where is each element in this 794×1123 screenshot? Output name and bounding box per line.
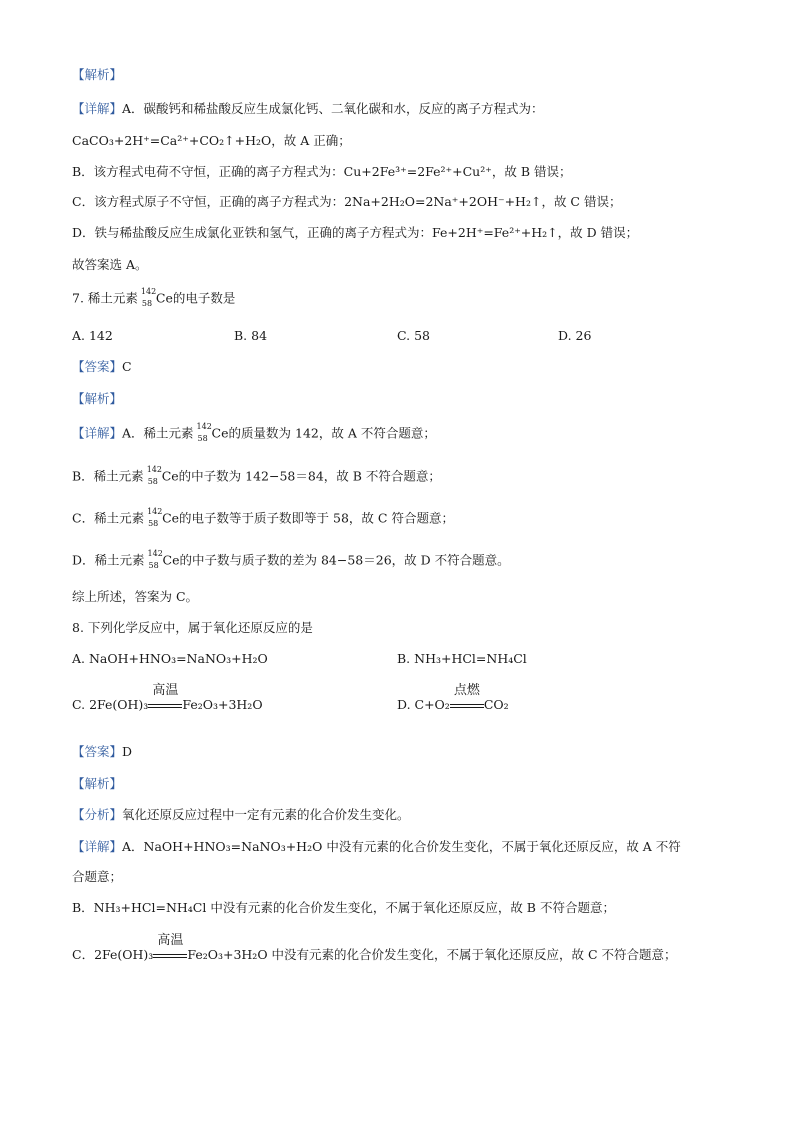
nuclide-mass: 142: [147, 507, 163, 516]
q8-detail-a: [72, 838, 681, 856]
reaction-condition: [148, 683, 182, 714]
answer-value: C: [122, 359, 132, 374]
reaction-condition: [153, 933, 187, 964]
detail-line-a: [72, 100, 544, 118]
nuclide-mass: 142: [146, 465, 162, 474]
option-c-left: C. 2Fe(OH)₃: [72, 697, 149, 712]
detail-suffix: 的质量数为 142，故 A 不符合题意；: [228, 425, 436, 441]
q7-option-b: B. 84: [234, 328, 268, 343]
option-c-right: Fe₂O₃+3H₂O: [182, 697, 263, 712]
q8-detail-a-cont: 合题意；: [72, 869, 123, 884]
answer-tag: 【答案】: [72, 744, 123, 759]
q7-detail-a: [72, 424, 436, 444]
detail-line-b: B．该方程式电荷不守恒，正确的离子方程式为：Cu+2Fe³⁺=2Fe²⁺+Cu²⁺，故 B 错误；: [72, 164, 572, 179]
q8-detail-b: B．NH₃+HCl=NH₄Cl 中没有元素的化合价发生变化，不属于氧化还原反应，故 B 不符合题意；: [72, 900, 615, 915]
nuclide-atomic: 58: [147, 477, 158, 486]
nuclide-ce: [147, 509, 161, 529]
nuclide-mass: 142: [196, 422, 212, 431]
q8-detail-c: [72, 933, 677, 964]
nuclide-mass: 142: [140, 287, 157, 296]
q8-answer: [72, 743, 132, 761]
fenxi-text: 氧化还原反应过程中一定有元素的化合价发生变化。: [122, 807, 410, 822]
nuclide-symbol: Ce: [155, 290, 173, 306]
q7-detail-d: [72, 551, 510, 571]
detail-tag: 【详解】: [72, 425, 123, 441]
detail-c-left: C．2Fe(OH)₃: [72, 947, 154, 962]
nuclide-symbol: Ce: [162, 552, 180, 568]
detail-line-c: C．该方程式原子不守恒，正确的离子方程式为：2Na+2H₂O=2Na⁺+2OH⁻+H₂↑，故 C 错误；: [72, 194, 622, 209]
equation-line-a: CaCO₃+2H⁺=Ca²⁺+CO₂↑+H₂O，故 A 正确；: [72, 133, 351, 148]
analysis-tag: 【解析】: [72, 67, 123, 82]
q7-analysis: [72, 390, 122, 408]
analysis-tag: 【解析】: [72, 776, 123, 791]
answer-value: D: [122, 744, 133, 759]
nuclide-ce: [147, 467, 161, 487]
nuclide-atomic: 58: [148, 561, 159, 570]
q8-option-d: [397, 683, 509, 714]
q8-option-b: B. NH₃+HCl=NH₄Cl: [397, 651, 527, 666]
detail-c-right: Fe₂O₃+3H₂O 中没有元素的化合价发生变化，不属于氧化还原反应，故 C 不符合题意；: [187, 947, 677, 962]
conclusion-line: 故答案选 A。: [72, 257, 148, 272]
condition-label: 高温: [152, 683, 179, 698]
detail-prefix: A．稀土元素: [122, 425, 194, 441]
detail-line-d: D．铁与稀盐酸反应生成氯化亚铁和氢气，正确的离子方程式为：Fe+2H⁺=Fe²⁺+H₂↑，故 D 错误；: [72, 225, 639, 240]
detail-prefix: C．稀土元素: [72, 510, 145, 526]
q8-option-c: [72, 683, 263, 714]
reaction-condition: [450, 683, 484, 714]
detail-text: A．NaOH+HNO₃=NaNO₃+H₂O 中没有元素的化合价发生变化，不属于氧化还原反应，故 A 不符: [122, 839, 681, 854]
detail-prefix: B．稀土元素: [72, 468, 144, 484]
analysis-heading: [72, 66, 122, 84]
nuclide-symbol: Ce: [161, 468, 179, 484]
equals-sign: [148, 704, 182, 708]
answer-tag: 【答案】: [72, 359, 123, 374]
detail-tag: 【详解】: [72, 101, 123, 116]
condition-label: 点燃: [453, 683, 480, 698]
equals-sign: [450, 704, 484, 708]
nuclide-mass: 142: [147, 549, 163, 558]
detail-tag: 【详解】: [72, 839, 123, 854]
nuclide-ce: [148, 551, 162, 571]
detail-suffix: 的电子数等于质子数即等于 58，故 C 符合题意；: [179, 510, 454, 526]
detail-suffix: 的中子数与质子数的差为 84−58＝26，故 D 不符合题意。: [179, 552, 510, 568]
q8-stem: 8. 下列化学反应中，属于氧化还原反应的是: [72, 620, 313, 635]
option-d-right: CO₂: [483, 697, 509, 712]
nuclide-atomic: 58: [197, 434, 208, 443]
detail-prefix: D．稀土元素: [72, 552, 145, 568]
q7-suffix: 的电子数是: [172, 290, 236, 306]
fenxi-tag: 【分析】: [72, 807, 123, 822]
detail-text: A．碳酸钙和稀盐酸反应生成氯化钙、二氧化碳和水，反应的离子方程式为：: [122, 101, 544, 116]
q7-summary: 综上所述，答案为 C。: [72, 589, 199, 604]
detail-suffix: 的中子数为 142−58＝84，故 B 不符合题意；: [178, 468, 441, 484]
nuclide-atomic: 58: [148, 519, 159, 528]
equals-sign: [153, 954, 187, 958]
condition-label: 高温: [157, 933, 184, 948]
option-d-left: D. C+O₂: [397, 697, 450, 712]
q8-fenxi: [72, 806, 410, 824]
q7-option-a: A. 142: [72, 328, 113, 343]
nuclide-ce: [141, 289, 155, 309]
analysis-tag: 【解析】: [72, 391, 123, 406]
q7-answer: [72, 358, 132, 376]
nuclide-symbol: Ce: [162, 510, 180, 526]
nuclide-atomic: 58: [141, 299, 153, 308]
q8-analysis: [72, 775, 122, 793]
q7-stem: [72, 289, 235, 309]
q7-detail-c: [72, 509, 454, 529]
q7-option-d: D. 26: [558, 328, 592, 343]
q8-option-a: A. NaOH+HNO₃=NaNO₃+H₂O: [72, 651, 268, 666]
nuclide-symbol: Ce: [211, 425, 229, 441]
q7-detail-b: [72, 467, 441, 487]
q7-prefix: 7. 稀土元素: [72, 290, 138, 306]
q7-option-c: C. 58: [397, 328, 430, 343]
nuclide-ce: [197, 424, 211, 444]
